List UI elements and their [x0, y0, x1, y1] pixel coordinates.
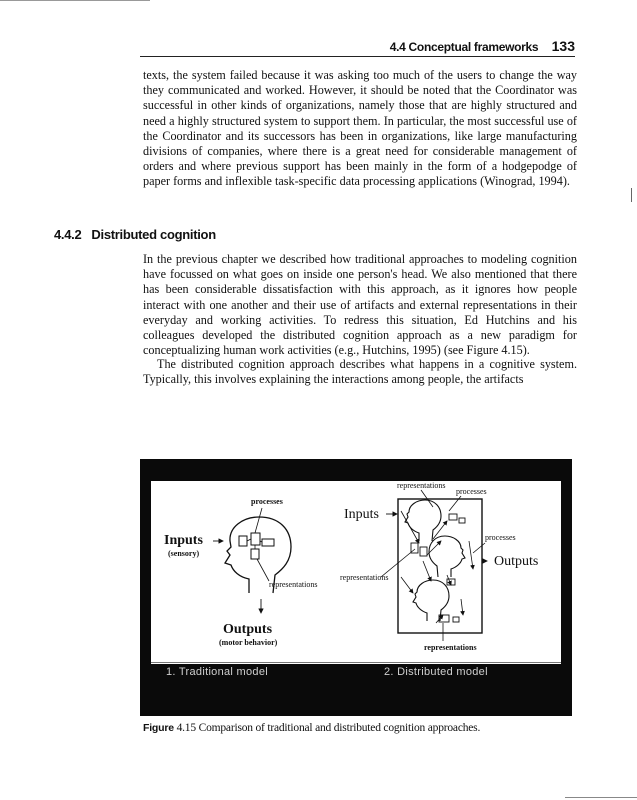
distributed-inputs-label: Inputs: [344, 507, 379, 522]
motor-behavior-label: (motor behavior): [219, 638, 278, 647]
margin-mark: [631, 188, 632, 202]
sensory-label: (sensory): [168, 549, 200, 558]
process-box: [239, 536, 247, 546]
bottom-rule: [565, 797, 637, 798]
figure-illustration: [151, 481, 561, 664]
running-header: [140, 38, 575, 57]
artifact-box: [420, 547, 427, 556]
section-number: 4.4.2: [54, 227, 82, 242]
person-head-icon: [429, 536, 465, 577]
figure-caption-number: 4.15: [176, 722, 196, 734]
section-title: Distributed cognition: [91, 227, 216, 242]
outputs-label: Outputs: [223, 622, 273, 637]
traditional-model-diagram: [164, 497, 317, 647]
representations-bottom-label: representations: [424, 643, 477, 652]
distributed-model-label: 2. Distributed model: [384, 666, 488, 678]
figure-caption-label: Figure: [143, 722, 174, 734]
traditional-model-label: 1. Traditional model: [166, 666, 268, 678]
distributed-model-diagram: [340, 481, 538, 652]
header-section-title: 4.4 Conceptual frameworks: [389, 40, 539, 54]
representations-left-label: representations: [340, 573, 389, 582]
representations-label: representations: [269, 580, 318, 589]
processes-top-label: processes: [456, 487, 487, 496]
process-box: [251, 549, 259, 559]
section-heading: [54, 227, 216, 242]
person-head-icon: [405, 500, 441, 541]
figure-caption: [143, 722, 480, 734]
inputs-label: Inputs: [164, 533, 203, 548]
artifact-box: [453, 617, 459, 622]
paragraph-coordinator: texts, the system failed because it was asking too much of the users to change the way they communicated and worked. However, it should be noted that the Coordinator was successful in other kinds of organizations, namely those that are highly structured and need a highly structured system to support them. In particular, the most successful use of the Coordinator and its successors has been in organizations, like large manufacturing divisions of companies, where there is a great need for considerable management of orders and where previous support has been mainly in the form of a hodgepodge of paper forms and inflexible task-specific data processing applications (Winograd, 1994).: [143, 68, 577, 189]
representations-top-label: representations: [397, 481, 446, 490]
page-number: 133: [551, 38, 575, 54]
process-box: [262, 539, 274, 546]
top-rule: [0, 0, 150, 1]
process-box: [251, 533, 260, 545]
paragraph-distributed-cognition-description: The distributed cognition approach describes what happens in a cognitive system. Typically, this involves explaining the interactions among people, the artifacts: [143, 357, 577, 387]
processes-label: processes: [251, 497, 283, 506]
paragraph-distributed-cognition-intro: In the previous chapter we described how traditional approaches to modeling cognition have focussed on what goes on inside one person's head. We also mentioned that there has been considerable dissatisfaction with this approach, as it ignores how people interact with one another and their use of artifacts and external representations in their everyday and working activities. To redress this situation, Ed Hutchins and his colleagues developed the distributed cognition approach as a new paradigm for conceptualizing human work activities (e.g., Hutchins, 1995) (see Figure 4.15).: [143, 252, 577, 358]
panel-divider: [151, 662, 561, 663]
processes-right-label: processes: [485, 533, 516, 542]
artifact-box: [449, 514, 457, 520]
figure-caption-text: Comparison of traditional and distributed cognition approaches.: [198, 722, 481, 734]
system-boundary: [398, 499, 482, 633]
artifact-box: [459, 518, 465, 523]
distributed-outputs-label: Outputs: [494, 554, 539, 569]
